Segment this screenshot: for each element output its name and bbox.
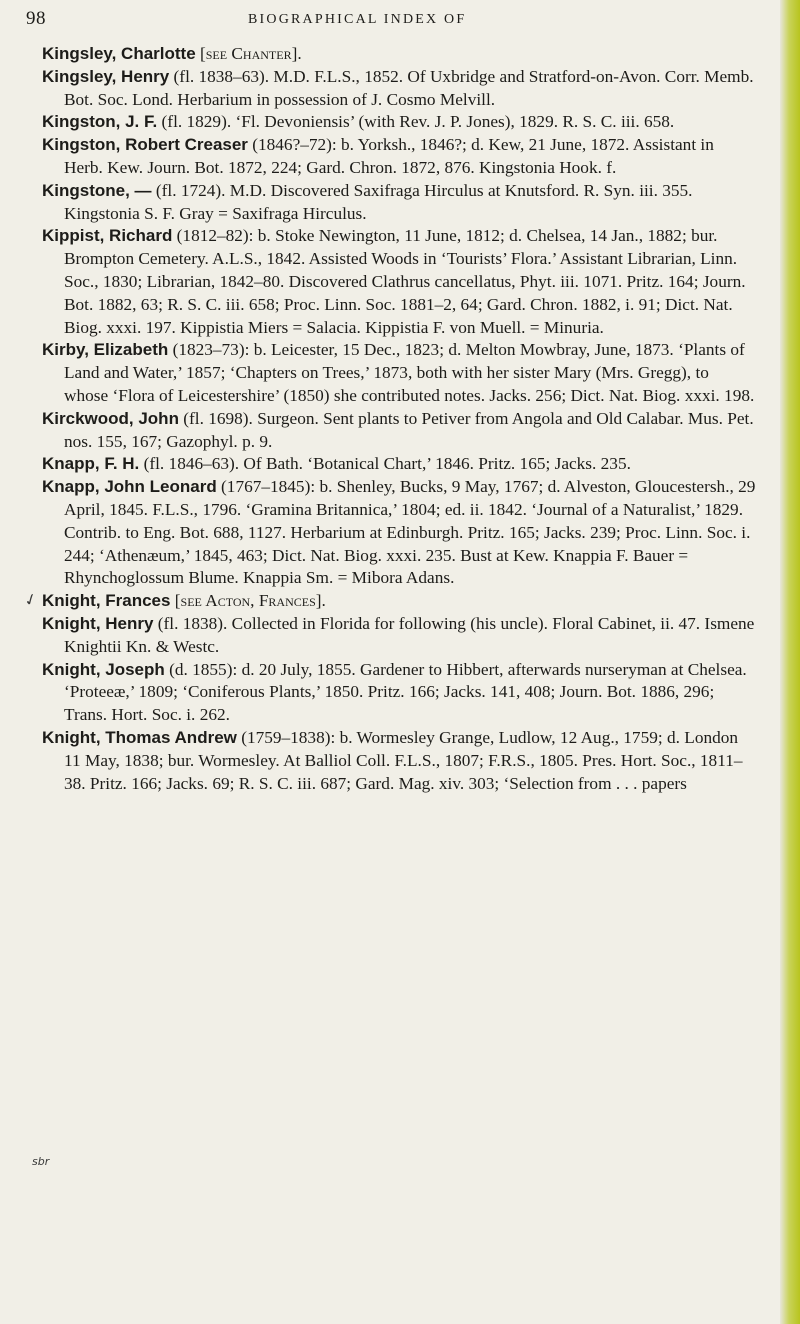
entry-text: (1759–1838): b. Wormesley Grange, Ludlow, 12 Aug., 1759; d. London 11 May, 1838; bur. Wormesley. At Balliol Coll. F.L.S., 1807; F.R.S., 1805. Pres. Hort. Soc., 1811–38. Pritz. 166; Jacks. 69; R. S. C. iii. 687; Gard. Mag. xiv. 303; ‘Selection from . . . papers [64, 727, 743, 793]
entry-name: Knapp, John Leonard [42, 477, 217, 497]
entry-name: Knight, Henry [42, 613, 154, 633]
entry-cross-reference: see Chanter [205, 44, 292, 63]
index-entry [42, 180, 757, 226]
index-entry [42, 43, 757, 66]
entry-text-tail: ]. [315, 591, 326, 611]
entry-name: Kirckwood, John [42, 408, 179, 428]
running-head: BIOGRAPHICAL INDEX OF [248, 12, 467, 27]
index-entry [42, 453, 757, 476]
index-entry [42, 727, 757, 795]
entry-text: (1823–73): b. Leicester, 15 Dec., 1823; d. Melton Mowbray, June, 1873. ‘Plants of Land and Water,’ 1857; ‘Chapters on Trees,’ 1873, both with her sister Mary (Mrs. Gregg), to whose ‘Flora of Leicestershire’ (1850) she contributed notes. Jacks. 256; Dict. Nat. Biog. xxxi. 198. [64, 340, 755, 405]
index-entry [42, 659, 757, 727]
index-entry [42, 134, 757, 180]
entry-name: Kippist, Richard [42, 226, 173, 246]
entry-text: (d. 1855): d. 20 July, 1855. Gardener to Hibbert, afterwards nurseryman at Chelsea. ‘Proteeæ,’ 1809; ‘Coniferous Plants,’ 1850. Pritz. 166; Jacks. 141, 408; Journ. Bot. 1886, 296; Trans. Hort. Soc. i. 262. [64, 659, 747, 725]
entry-text: (fl. 1829). ‘Fl. Devoniensis’ (with Rev. J. P. Jones), 1829. R. S. C. iii. 658. [157, 112, 675, 132]
entry-text: [ [195, 44, 206, 63]
entry-text: (fl. 1724). M.D. Discovered Saxifraga Hirculus at Knutsford. R. Syn. iii. 355. Kingstonia S. F. Gray = Saxifraga Hirculus. [64, 180, 693, 223]
index-entry [42, 225, 757, 339]
entry-name: Kingstone, — [42, 180, 152, 200]
page-edge [780, 0, 800, 1324]
index-entry [42, 613, 757, 659]
entry-name: Kingsley, Charlotte [42, 44, 196, 63]
index-entry [42, 590, 757, 613]
entry-name: Knight, Joseph [42, 659, 165, 679]
entry-name: Kingston, J. F. [42, 112, 158, 132]
entry-text: (1846?–72): b. Yorksh., 1846?; d. Kew, 21 June, 1872. Assistant in Herb. Kew. Journ. Bot. 1872, 224; Gard. Chron. 1872, 876. Kingstonia Hook. f. [64, 135, 714, 177]
entry-cross-reference: see Acton, Frances [180, 591, 316, 611]
pencil-annotation: sbr [32, 1155, 50, 1168]
index-entries [42, 43, 757, 795]
entry-name: Knight, Frances [42, 591, 171, 611]
entry-name: Knapp, F. H. [42, 454, 140, 474]
entry-text: [ [170, 591, 181, 611]
entry-text: (fl. 1698). Surgeon. Sent plants to Petiver from Angola and Old Calabar. Mus. Pet. nos. 155, 167; Gazophyl. p. 9. [64, 408, 754, 451]
index-entry [42, 111, 757, 134]
index-entry [42, 476, 757, 590]
entry-name: Kingston, Robert Creaser [42, 135, 248, 155]
page-number: 98 [26, 8, 46, 29]
entry-text: (1767–1845): b. Shenley, Bucks, 9 May, 1767; d. Alveston, Gloucestersh., 29 April, 1845. F.L.S., 1796. ‘Gramina Britannica,’ 1804; ed. ii. 1842. ‘Journal of a Naturalist,’ 1829. Contrib. to Eng. Bot. 688, 1127. Herbarium at Edinburgh. Pritz. 165; Jacks. 239; Proc. Linn. Soc. i. 244; ‘Athenæum,’ 1845, 463; Dict. Nat. Biog. xxxi. 235. Bust at Kew. Knappia F. Bauer = Rhynchoglossum Blume. Knappia Sm. = Mibora Adans. [64, 477, 756, 588]
entry-name: Knight, Thomas Andrew [42, 727, 237, 747]
entry-text-tail: ]. [291, 44, 302, 63]
entry-text: (fl. 1846–63). Of Bath. ‘Botanical Chart,’ 1846. Pritz. 165; Jacks. 235. [139, 454, 631, 474]
entry-text: (fl. 1838). Collected in Florida for following (his uncle). Floral Cabinet, ii. 47. Ismene Knightii Kn. & Westc. [64, 613, 755, 656]
entry-text: (1812–82): b. Stoke Newington, 11 June, 1812; d. Chelsea, 14 Jan., 1882; bur. Brompton Cemetery. A.L.S., 1842. Assisted Woods in ‘Tourists’ Flora.’ Assistant Librarian, Linn. Soc., 1830; Librarian, 1842–80. Discovered Clathrus cancellatus, Phyt. iii. 1071. Pritz. 164; Journ. Bot. 1882, 63; R. S. C. iii. 658; Proc. Linn. Soc. 1881–2, 64; Gard. Chron. 1882, i. 91; Dict. Nat. Biog. xxxi. 197. Kippistia Miers = Salacia. Kippistia F. von Muell. = Minuria. [64, 226, 746, 337]
entry-text: (fl. 1838–63). M.D. F.L.S., 1852. Of Uxbridge and Stratford-on-Avon. Corr. Memb. Bot. Soc. Lond. Herbarium in possession of J. Cosmo Melvill. [64, 66, 754, 109]
index-entry [42, 66, 757, 112]
pencil-check-mark: ✓ [21, 588, 41, 611]
index-entry [42, 408, 757, 454]
index-entry [42, 339, 757, 407]
entry-name: Kingsley, Henry [42, 66, 170, 86]
entry-name: Kirby, Elizabeth [42, 340, 169, 360]
